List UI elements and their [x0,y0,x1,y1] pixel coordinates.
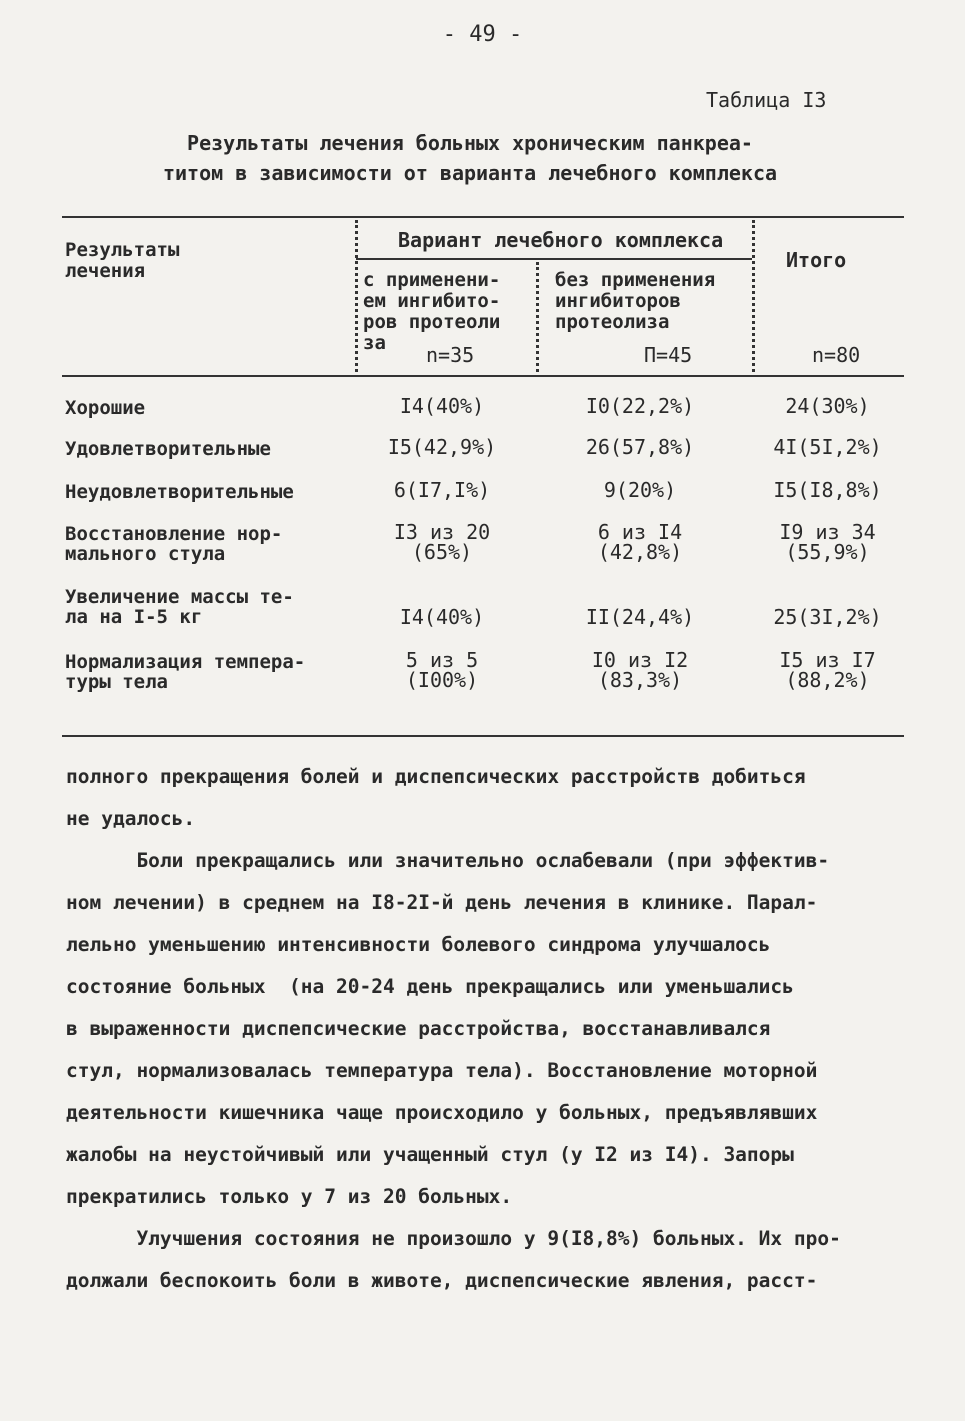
table-label: Таблица I3 [706,88,827,112]
text-line: полного прекращения болей и диспепсических расстройств добиться [66,765,806,788]
cell-with: I5(42,9%) [387,435,497,459]
cell-without: 26(57,8%) [585,435,695,459]
text-line: в выраженности диспепсические расстройства, восстанавливался [66,1017,771,1040]
header-bottom-rule [62,375,904,377]
table-title [60,128,880,188]
row-label: Неудовлетворительные [65,481,294,503]
text-line: не удалось. [66,807,196,830]
cell-without: I0 из I2 (83,3%) [591,648,689,692]
cell-with: I4(40%) [399,605,485,629]
text-line: Улучшения состояния не произошло у 9(I8,8%) больных. Их про- [66,1227,841,1250]
text-line: лельно уменьшению интенсивности болевого синдрома улучшалось [66,933,771,956]
title-line: титом в зависимости от варианта лечебного комплекса [162,161,778,185]
text-line: деятельности кишечника чаще происходило у больных, предъявлявших [66,1101,818,1124]
body-text [66,756,896,1302]
cell-with: 6(I7,I%) [393,478,491,502]
cell-with: I4(40%) [399,394,485,418]
row-label: Хорошие [65,397,146,419]
cell-with: 5 из 5 (I00%) [405,648,479,692]
title-line: Результаты лечения больных хроническим панкреа- [187,131,753,155]
cell-without: 6 из I4 (42,8%) [597,520,683,564]
row-label: Удовлетворительные [65,438,271,460]
cell-without: I0(22,2%) [585,394,695,418]
cell-total: I5 из I7 (88,2%) [779,648,876,692]
header-total: Итого [786,248,847,272]
cell-total: I5(I8,8%) [773,478,882,502]
cell-with: I3 из 20 (65%) [393,520,491,564]
row-label: Восстановление нор- мального стула [65,523,283,565]
text-line: стул, нормализовалась температура тела). Восстановление моторной [66,1059,818,1082]
cell-without: II(24,4%) [585,605,695,629]
header-with-n: n=35 [426,343,475,367]
table-top-rule [62,216,904,218]
text-line: состояние больных (на 20-24 день прекращались или уменьшались [66,975,794,998]
header-total-n: n=80 [812,343,861,367]
cell-total: 4I(5I,2%) [773,435,882,459]
text-line: должали беспокоить боли в животе, диспепсические явления, расст- [66,1269,818,1292]
header-without-n: П=45 [644,343,693,367]
column-divider [355,220,358,372]
column-divider [752,220,755,372]
row-label: Нормализация темпера- туры тела [65,651,306,693]
text-line: прекратились только у 7 из 20 больных. [66,1185,513,1208]
table-bottom-rule [62,735,904,737]
text-line: жалобы на неустойчивый или учащенный стул (у I2 из I4). Запоры [66,1143,794,1166]
cell-without: 9(20%) [603,478,677,502]
text-line: ном лечении) в среднем на I8-2I-й день лечения в клинике. Парал- [66,891,818,914]
variant-header-rule [356,258,752,260]
cell-total: I9 из 34 (55,9%) [779,520,876,564]
text-line: Боли прекращались или значительно ослабевали (при эффектив- [66,849,830,872]
header-without-inhibitors: без применения ингибиторов протеолиза [555,269,716,333]
cell-total: 24(30%) [785,394,870,418]
page-number: - 49 - [442,22,523,47]
column-divider [536,262,539,372]
cell-total: 25(3I,2%) [773,605,882,629]
header-with-inhibitors: с применени- ем ингибито- ров протеоли за [363,269,501,354]
header-variant: Вариант лечебного комплекса [398,228,724,252]
row-label: Увеличение массы те- ла на I-5 кг [65,586,294,628]
header-results: Результаты лечения [65,239,180,282]
